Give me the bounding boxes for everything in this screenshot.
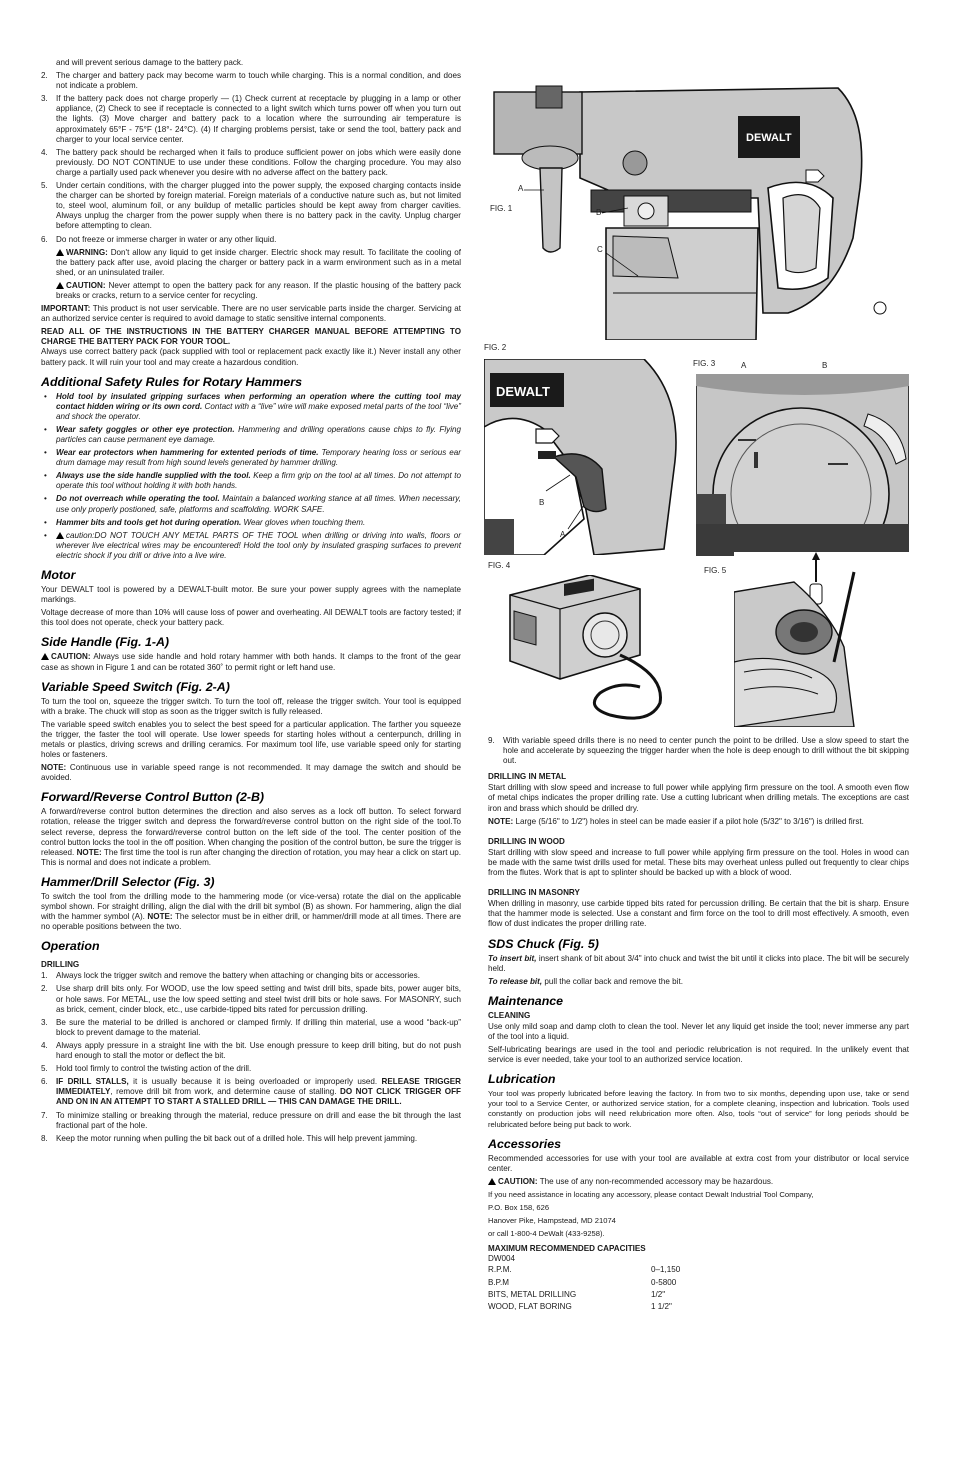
side-handle-text: CAUTION: Always use side handle and hold rotary hammer with both hands. It clamps to the front of the gear case as shown in Figure 1 and can be rotated 360˚ to permit right or left hand use.	[41, 652, 461, 672]
list-item: • Always use the side handle supplied with the tool. Keep a firm grip on the tool at all times. Do not attempt to operate this tool without holding it with both hands.	[56, 471, 461, 491]
accessories-text: Recommended accessories for use with your tool are available at extra cost from your distributor or local service center.	[488, 1153, 909, 1173]
intro-text: and will prevent serious damage to the battery pack.	[56, 58, 244, 67]
address-line-1: P.O. Box 158, 626	[488, 1203, 550, 1212]
read-all-notice: READ ALL OF THE INSTRUCTIONS IN THE BATTERY CHARGER MANUAL BEFORE ATTEMPTING TO CHARGE THE BATTERY PACK FOR YOUR TOOL.	[41, 327, 461, 347]
maintenance-heading: Maintenance	[488, 993, 564, 1008]
dewalt-logo: DEWALT	[746, 132, 792, 144]
forward-reverse-text: A forward/reverse control button determines the direction and also serves as a lock off button. To select forward rotation, release the trigger switch and depress the forward/reverse control button on the right side of the tool.To select reverse, depress the forward/reverse control button on the left side of the tool. The center position of the control button locks the tool in the off position. When changing the position of the control button, be sure the trigger is released. NOTE: The first time the tool is run after changing the direction of rotation, you may hear a click on start up. This is normal and does not indicate a problem.	[41, 807, 461, 867]
list-item: 3. Be sure the material to be drilled is anchored or clamped firmly. If drilling thin material, use a wood “back-up” block to prevent damage to the material.	[41, 1017, 461, 1037]
list-item: 5. Hold tool firmly to control the twisting action of the drill.	[41, 1064, 252, 1074]
list-item: • caution:DO NOT TOUCH ANY METAL PARTS OF THE TOOL when drilling or driving into walls, floors or wherever live electrical wires may be encountered! Hold the tool only by insulated grasping surfaces to prevent electric shock if you drill or drive into a live wire.	[56, 531, 461, 561]
step-9: 9. With variable speed drills there is no need to center punch the point to be drilled. Use a slow speed to start the hole and accelerate by squeezing the trigger harder when the hole is deep enough to drill without the bit skipping out.	[488, 736, 909, 766]
vss-text-2: The variable speed switch enables you to select the best speed for a particular application. The farther you squeeze the trigger, the faster the tool will operate. Use lower speeds for starting holes without a centerpunch, drilling in metals or plastics, driving screws and drilling ceramics. For maximum tool life, use variable speed only for starting holes or fasteners.	[41, 719, 461, 760]
fig3-label-a: A	[741, 361, 747, 370]
motor-text-2: Voltage decrease of more than 10% will cause loss of power and overheating. All DEWALT tools are factory tested; if this tool does not operate, check your battery pack.	[41, 608, 461, 628]
list-item: 1. Always lock the trigger switch and remove the battery when attaching or changing bits or accessories.	[41, 971, 420, 981]
masonry-text: When drilling in masonry, use carbide tipped bits rated for percussion drilling. Be certain that the bit is sharp. Ensure that the hammer mode is selected. Use a constant and firm force on the tool to drill most effectively. A smooth, even flow of dust indicates the proper drilling rate.	[488, 899, 909, 929]
vss-note: NOTE: Continuous use in variable speed range is not recommended. It may damage the switch and should be avoided.	[41, 763, 461, 783]
battery-charger-illustration	[490, 575, 690, 727]
list-item: • Hammer bits and tools get hot during operation. Wear gloves when touching them.	[56, 518, 461, 528]
left-column	[41, 58, 461, 1147]
table-row: WOOD, FLAT BORING 1 1/2"	[488, 1301, 672, 1311]
warning-triangle-icon	[41, 653, 49, 660]
address-line-2: Hanover Pike, Hampstead, MD 21074	[488, 1216, 616, 1226]
selector-dial-illustration	[696, 374, 909, 556]
fig1-label-c: C	[597, 245, 603, 254]
caution-paragraph: CAUTION: Never attempt to open the battery pack for any reason. If the plastic housing of the battery pack breaks or cracks, return to a service center for recycling.	[56, 280, 461, 300]
address-line-3: or call 1-800-4 DeWalt (433-9258).	[488, 1229, 605, 1239]
motor-heading: Motor	[41, 568, 76, 583]
lubrication-heading: Lubrication	[488, 1072, 556, 1087]
drilling-subheading: DRILLING	[41, 960, 80, 970]
accessories-heading: Accessories	[488, 1136, 562, 1151]
table-row: BITS, METAL DRILLING 1/2"	[488, 1289, 666, 1299]
list-item: 2. The charger and battery pack may become warm to touch while charging. This is a normal condition, and does not indicate a problem.	[41, 71, 461, 91]
fig1-label-b: B	[596, 208, 602, 217]
sds-insert-text: To insert bit, insert shank of bit about 3/4" into chuck and twist the bit until it clicks into place. The bit will be securely held.	[488, 953, 910, 973]
fig1-caption: FIG. 1	[490, 204, 513, 213]
fig3-label-b: B	[822, 361, 828, 370]
safety-rules-list	[41, 392, 461, 561]
figure-4	[490, 575, 690, 727]
fig5-caption: FIG. 5	[704, 566, 727, 575]
warning-triangle-icon	[56, 282, 64, 289]
vss-text-1: To turn the tool on, squeeze the trigger switch. To turn the tool off, release the trigger switch. Your tool is equipped with a brake. The chuck will stop as soon as the trigger switch is fully released.	[41, 696, 461, 716]
cleaning-text-2: Self-lubricating bearings are used in the tool and periodic relubrication is not required. In the unlikely event that service is ever needed, take your tool to an authorized service location.	[488, 1045, 909, 1065]
list-item: • Wear safety goggles or other eye protection. Hammering and drilling operations cause chips to fly. Flying particles can cause permanent eye damage.	[56, 425, 461, 445]
metal-text: Start drilling with slow speed and increase to full power while applying firm pressure on the tool. A smooth even flow of metal chips indicates the proper drilling rate. Use a cutting lubricant when drilling metals. The exceptions are cast iron and brass which should be drilled dry.	[488, 783, 909, 813]
operation-heading: Operation	[41, 939, 100, 954]
list-item: 6. Do not freeze or immerse charger in water or any other liquid.	[41, 234, 277, 244]
list-item: • Hold tool by insulated gripping surfaces when performing an operation where the cutting tool may contact hidden wiring or its own cord. Contact with a “live” wire will make exposed metal parts of the tool “live” and shock the operator.	[56, 392, 461, 422]
fig2-label-a: A	[560, 530, 566, 539]
fig2-caption: FIG. 2	[484, 343, 507, 352]
motor-text-1: Your DEWALT tool is powered by a DEWALT-built motor. Be sure your power supply agrees with the nameplate markings.	[41, 585, 461, 605]
figure-3	[696, 374, 909, 556]
fig1-label-a: A	[518, 184, 524, 193]
charger-notes-list	[41, 71, 461, 245]
figure-2	[484, 359, 688, 555]
sds-chuck-illustration	[734, 552, 909, 727]
warning-paragraph: WARNING: Don't allow any liquid to get inside charger. Electric shock may result. To facilitate the cooling of the battery pack after use, avoid placing the charger or battery pack in a warm environment such as in a metal shed, or an uninsulated trailer.	[56, 247, 461, 277]
capacities-heading: MAXIMUM RECOMMENDED CAPACITIES	[488, 1244, 646, 1254]
capacities-table	[488, 1265, 680, 1313]
metal-note: NOTE: Large (5/16" to 1/2") holes in steel can be made easier if a pilot hole (5/32" to 3/16") is drilled first.	[488, 816, 864, 826]
list-item: 4. Always apply pressure in a straight line with the bit. Use enough pressure to keep drill biting, but do not push hard enough to stall the motor or deflect the bit.	[41, 1040, 461, 1061]
lubrication-text: Your tool was properly lubricated before leaving the factory. In from two to six months, depending upon use, take or send your tool to a Service Center, or authorized service station, for a complete cleaning, inspection and lubrication. Tools used constantly on production jobs will need relubrication more often. Also, tools “out of service” for long periods should be relubricated before being put back to work.	[488, 1089, 909, 1129]
wood-text: Start drilling with slow speed and increase to full power while applying firm pressure on the tool. Holes in wood can be made with the same twist drills used for metal. These bits may overheat unless pulled out frequently to clear chips from the flutes. Work that is apt to splinter should be backed up with a block of wood.	[488, 847, 909, 878]
warning-triangle-icon	[56, 532, 64, 539]
hammer-drill-heading: Hammer/Drill Selector (Fig. 3)	[41, 874, 215, 889]
wood-subheading: DRILLING IN WOOD	[488, 836, 565, 846]
right-column	[488, 736, 909, 1314]
cleaning-subheading: CLEANING	[488, 1010, 531, 1020]
accessories-help: If you need assistance in locating any accessory, please contact Dewalt Industrial Tool Company,	[488, 1189, 814, 1199]
hammer-drill-text: To switch the tool from the drilling mode to the hammering mode (or vice-versa) rotate the dial on the applicable symbol shown. For straight drilling, align the dial with the drill bit symbol (B) as shown. For hammering, align the dial with the hammer symbol (A). NOTE: The selector must be in either drill, or hammer/drill mode at all times. There are no operable positions between the two.	[41, 891, 462, 932]
list-item: 3. If the battery pack does not charge properly — (1) Check current at receptacle by plugging in a lamp or other appliance, (2) Check to see if receptacle is connected to a light switch which turns power off when you turn out the lights. (3) Move charger and battery pack to a location where the surrounding air temperature is approximately 65°F - 75°F (18°- 24°C). (4) If charging problems persist, take or send the tool, battery pack and charger to your local service center.	[41, 94, 461, 144]
cleaning-text-1: Use only mild soap and damp cloth to clean the tool. Never let any liquid get inside the tool; never immerse any part of the tool into a liquid.	[488, 1021, 909, 1041]
capacities-model: DW004	[488, 1254, 515, 1264]
warning-triangle-icon	[488, 1178, 496, 1185]
sds-release-text: To release bit, pull the collar back and remove the bit.	[488, 976, 683, 986]
list-item: • Do not overreach while operating the tool. Maintain a balanced working stance at all times. When necessary, use only properly postioned, safe, platforms and scaffolding. WORK SAFE.	[56, 494, 461, 514]
masonry-subheading: DRILLING IN MASONRY	[488, 888, 580, 898]
sds-chuck-heading: SDS Chuck (Fig. 5)	[488, 936, 599, 951]
list-item: 8. Keep the motor running when pulling the bit back out of a drilled hole. This will help prevent jamming.	[41, 1133, 418, 1143]
trigger-switch-illustration	[484, 359, 688, 555]
list-item: 2. Use sharp drill bits only. For WOOD, use the low speed setting and twist drill bits, spade bits, power auger bits, or hole saws. For METAL, use the low speed setting and steel twist drill bits or hole saws. For MASONRY, such as brick, cement, cinder block, etc., use carbide-tipped bits rated for percussion drilling.	[41, 984, 461, 1014]
metal-subheading: DRILLING IN METAL	[488, 772, 567, 782]
battery-pack-note: Always use correct battery pack (pack supplied with tool or replacement pack exactly like it.) Never install any other battery pack. It will ruin your tool and may create a hazardous condition.	[41, 347, 461, 367]
rotary-hammer-illustration	[488, 78, 894, 340]
dewalt-logo: DEWALT	[496, 384, 550, 399]
safety-heading: Additional Safety Rules for Rotary Hammers	[41, 374, 302, 389]
list-item: 6. IF DRILL STALLS, it is usually because it is being overloaded or improperly used. RELEASE TRIGGER IMMEDIATELY, remove drill bit from work, and determine cause of stalling. DO NOT CLICK TRIGGER OFF AND ON IN AN ATTEMPT TO START A STALLED DRILL — THIS CAN DAMAGE THE DRILL.	[41, 1077, 462, 1107]
warning-triangle-icon	[56, 249, 64, 256]
list-item: 4. The battery pack should be recharged when it fails to produce sufficient power on jobs which were easily done previously. DO NOT CONTINUE to use under these conditions. Follow the charging procedure. You may also charge a partially used pack whenever you desire with no adverse affect on the battery pack.	[41, 147, 461, 177]
accessories-caution: CAUTION: The use of any non-recommended accessory may be hazardous.	[488, 1177, 909, 1187]
fig4-caption: FIG. 4	[488, 561, 511, 570]
table-row: R.P.M. 0–1,150	[488, 1265, 681, 1275]
forward-reverse-heading: Forward/Reverse Control Button (2-B)	[41, 790, 265, 805]
list-item: • Wear ear protectors when hammering for extented periods of time. Temporary hearing loss or serious ear drum damage may result from high sound levels generated by hammer drilling.	[56, 448, 461, 468]
operation-steps-list	[41, 971, 461, 1143]
figure-5	[734, 552, 909, 727]
figure-1	[488, 78, 894, 340]
table-row: B.P.M 0-5800	[488, 1277, 677, 1287]
important-paragraph: IMPORTANT: This product is not user servicable. There are no user servicable parts inside the charger. Servicing at an authorized service center is required to avoid damage to static sensitive internal components.	[41, 304, 461, 324]
fig2-label-b: B	[539, 498, 545, 507]
list-item: 5. Under certain conditions, with the charger plugged into the power supply, the exposed charging contacts inside the charger can be shorted by foreign material. Foreign materials of a conductive nature such as, but not limited to, steel wool, aluminum foil, or any buildup of metallic particles should be kept away from charger cavities. Always unplug the charger from the power supply when there is no battery pack in the cavity. Unplug charger before attempting to clean.	[41, 181, 461, 231]
side-handle-heading: Side Handle (Fig. 1-A)	[41, 635, 170, 650]
fig3-caption: FIG. 3	[693, 359, 716, 368]
variable-speed-heading: Variable Speed Switch (Fig. 2-A)	[41, 679, 230, 694]
list-item: 7. To minimize stalling or breaking through the material, reduce pressure on drill and ease the bit through the last fractional part of the hole.	[41, 1110, 461, 1130]
